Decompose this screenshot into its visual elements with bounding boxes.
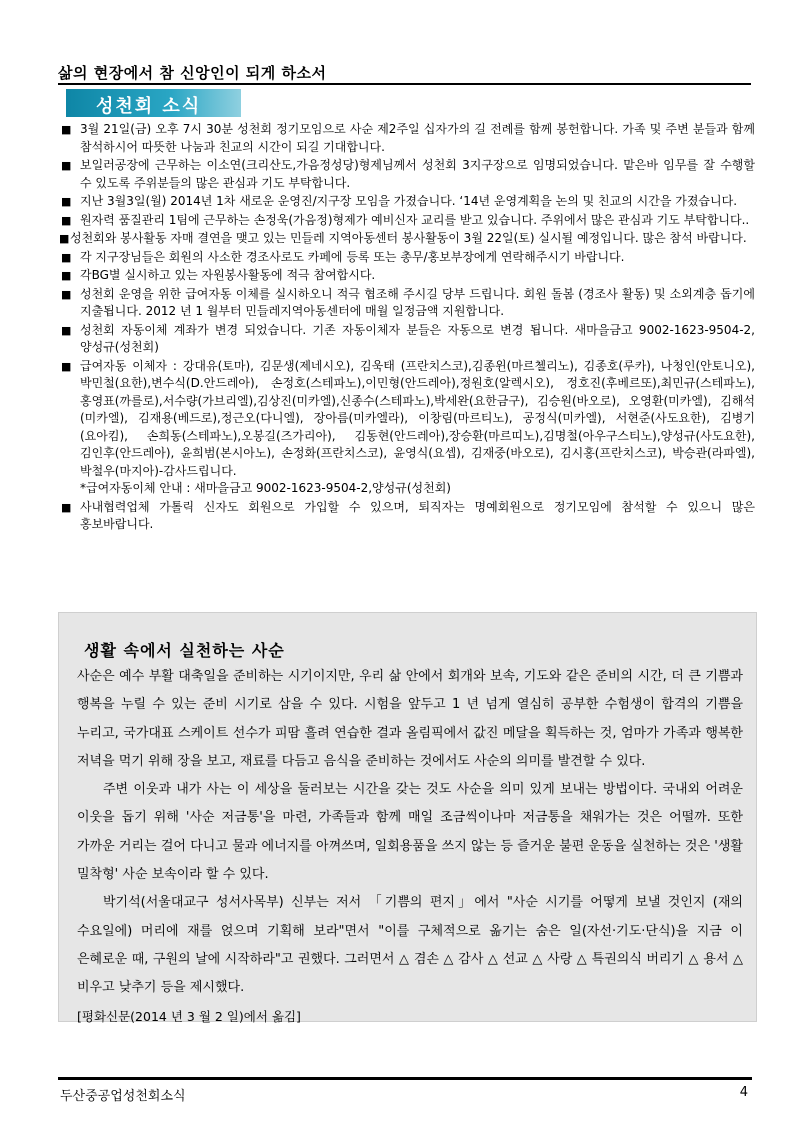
bullet-square-icon: ■ [61, 195, 72, 208]
news-item [58, 193, 755, 211]
news-item-text: 성천회 운영을 위한 급여자동 이체를 실시하오니 적극 협조해 주시길 당부 드립니다. 회원 돌봄 (경조사 활동) 및 소외계층 돕기에 지출됩니다. 2012 년 1 월부터 민들레지역아동센터에 매월 일정금액 지원합니다. [80, 286, 755, 318]
news-item-text: 3월 21일(금) 오후 7시 30분 성천회 정기모임으로 사순 제2주일 십자가의 길 전례를 함께 봉헌합니다. 가족 및 주변 분들과 함께 참석하시어 따뜻한 나눔과 친교의 시간이 되길 기대합니다. [80, 122, 755, 154]
news-item-text: 각 지구장님들은 회원의 사소한 경조사로도 카페에 등록 또는 총무/홍보부장에게 연락해주시기 바랍니다. [80, 249, 625, 264]
page-number: 4 [739, 1085, 748, 1100]
news-item-note: *급여자동이체 안내 : 새마을금고 9002-1623-9504-2,양성규(성천회) [80, 481, 451, 495]
section-banner [66, 89, 241, 117]
bullet-square-icon: ■ [61, 359, 72, 373]
footer-publication: 두산중공업성천회소식 [60, 1089, 186, 1104]
news-item [58, 230, 755, 248]
news-item [58, 267, 755, 285]
news-item-text: 성천회와 봉사활동 자매 결연을 맺고 있는 민들레 지역아동센터 봉사활동이 3월 22일(토) 실시될 예정입니다. 많은 참석 바랍니다. [70, 231, 747, 245]
page-header-title: 삶의 현장에서 참 신앙인이 되게 하소서 [58, 64, 327, 82]
news-item [58, 157, 755, 192]
article-paragraph: 사순은 예수 부활 대축일을 준비하는 시기이지만, 우리 삶 안에서 회개와 보속, 기도와 같은 준비의 시간, 더 큰 기쁨과 행복을 누릴 수 있는 준비 시기로 삼을 수 있다. 시험을 앞두고 1 년 넘게 열심히 공부한 수험생이 합격의 기쁨을 누리고, 국가대표 스케이트 선수가 피땀 흘려 연습한 결과 올림픽에서 값진 메달을 획득하는 것, 엄마가 가족과 행복한 저녁을 먹기 위해 장을 보고, 재료를 다듬고 음식을 준비하는 것에서도 사순의 의미를 발견할 수 있다. [77, 669, 743, 769]
article-box [58, 612, 757, 1022]
news-item-text: 보일러공장에 근무하는 이소연(크리산도,가음정성당)형제님께서 성천회 3지구장으로 임명되었습니다. 맡은바 임무를 잘 수행할 수 있도록 주위분들의 많은 관심과 기도 부탁합니다. [80, 158, 755, 190]
news-item-text: 사내협력업체 가톨릭 신자도 회원으로 가입할 수 있으며, 퇴직자는 명예회원으로 정기모임에 참석할 수 있으니 많은 홍보바랍니다. [80, 499, 755, 531]
footer-divider [58, 1077, 752, 1080]
news-item [58, 322, 755, 357]
bullet-square-icon: ■ [61, 250, 72, 264]
news-item [58, 249, 755, 267]
news-list [58, 121, 755, 535]
bullet-square-icon: ■ [61, 269, 72, 282]
news-item [58, 286, 755, 321]
header-divider [58, 83, 751, 85]
section-title: 성천회 소식 [96, 96, 202, 117]
news-item [58, 358, 755, 498]
article-paragraph: 주변 이웃과 내가 사는 이 세상을 둘러보는 시간을 갖는 것도 사순을 의미 있게 보내는 방법이다. 국내외 어려운 이웃을 돕기 위해 '사순 저금통'을 마련, 가족들과 함께 매일 조금씩이나마 저금통을 채워가는 것은 어떨까. 또한 가까운 거리는 걸어 다니고 물과 에너지를 아껴쓰며, 일회용품을 쓰지 않는 등 즐거운 불편 운동을 실천하는 것은 '생활 밀착형' 사순 보속이라 할 수 있다. [77, 782, 743, 883]
news-item-text: 각BG별 실시하고 있는 자원봉사활동에 적극 참여합시다. [80, 268, 376, 282]
bullet-square-icon: ■ [61, 213, 72, 227]
news-item-text: 원자력 품질관리 1팀에 근무하는 손정욱(가음정)형제가 예비신자 교리를 받고 있습니다. 주위에서 많은 관심과 기도 부탁합니다.. [80, 212, 750, 227]
news-item-text: 성천회 자동이체 계좌가 변경 되었습니다. 기존 자동이체자 분들은 자동으로 변경 됩니다. 새마을금고 9002-1623-9504-2,양성규(성천회) [80, 322, 755, 354]
bullet-square-icon: ■ [61, 159, 72, 172]
news-item [58, 499, 755, 534]
article-title: 생활 속에서 실천하는 사순 [84, 641, 285, 660]
article-paragraph: 박기석(서울대교구 성서사목부) 신부는 저서 「기쁨의 편지」에서 "사순 시기를 어떻게 보낼 것인지 (재의 수요일에) 머리에 재를 얹으며 기획해 보라"면서 "이를 구체적으로 옮기는 숨은 일(자선·기도·단식)을 지금 이 은혜로운 때, 구원의 날에 시작하라"고 권했다. 그러면서 △ 겸손 △ 감사 △ 선교 △ 사랑 △ 특권의식 버리기 △ 용서 △ 비우고 낮추기 등을 제시했다. [77, 895, 743, 996]
bullet-square-icon: ■ [61, 287, 72, 301]
article-body [77, 663, 743, 1031]
bullet-square-icon: ■ [61, 323, 72, 337]
news-item-text: 지난 3월3일(월) 2014년 1차 새로운 운영진/지구장 모임을 가졌습니다. ‘14년 운영계획을 논의 및 친교의 시간을 가졌습니다. [80, 194, 738, 208]
bullet-square-icon: ■ [61, 123, 72, 136]
bullet-square-icon: ■ [59, 232, 70, 245]
bullet-square-icon: ■ [61, 500, 72, 514]
news-item [58, 212, 755, 230]
article-source: [평화신문(2014 년 3 월 2 일)에서 옮김] [77, 1008, 301, 1024]
news-item [58, 121, 755, 156]
news-item-text: 급여자동 이체자 : 강대유(토마), 김문생(제네시오), 김욱태 (프란치스코),김종윈(마르첼리노), 김종호(루카), 나청인(안토니오),박민철(요한),변수식(D.안드레아), 손정호(스테파노),이민형(안드레아),정원호(알렉시오), 정호진(후베르또),최민규(스테파노),홍영표(까를로),서수량(가브리엘),김상진(미카엘),신종수(스테파노),박세완(요한금구), 김승원(바오로), 오영환(미카엘), 김해석(미카엘), 김재용(베드로),정근오(다니엘), 장아름(미카엘라), 이창림(마르티노), 공정식(미카엘), 서현준(사도요한), 김병기(요아킴), 손희동(스테파노),오봉길(즈가리아), 김동현(안드레아),장승환(마르띠노),김명철(아우구스티노),양성규(사도요한),김인후(안드레아), 윤희범(본시아노), 손정화(프란치스코), 윤영식(요셉), 김재중(바오로), 김시홍(프란치스코), 박승관(라파엘),박철우(마지아)-감사드립니다. [80, 358, 755, 478]
